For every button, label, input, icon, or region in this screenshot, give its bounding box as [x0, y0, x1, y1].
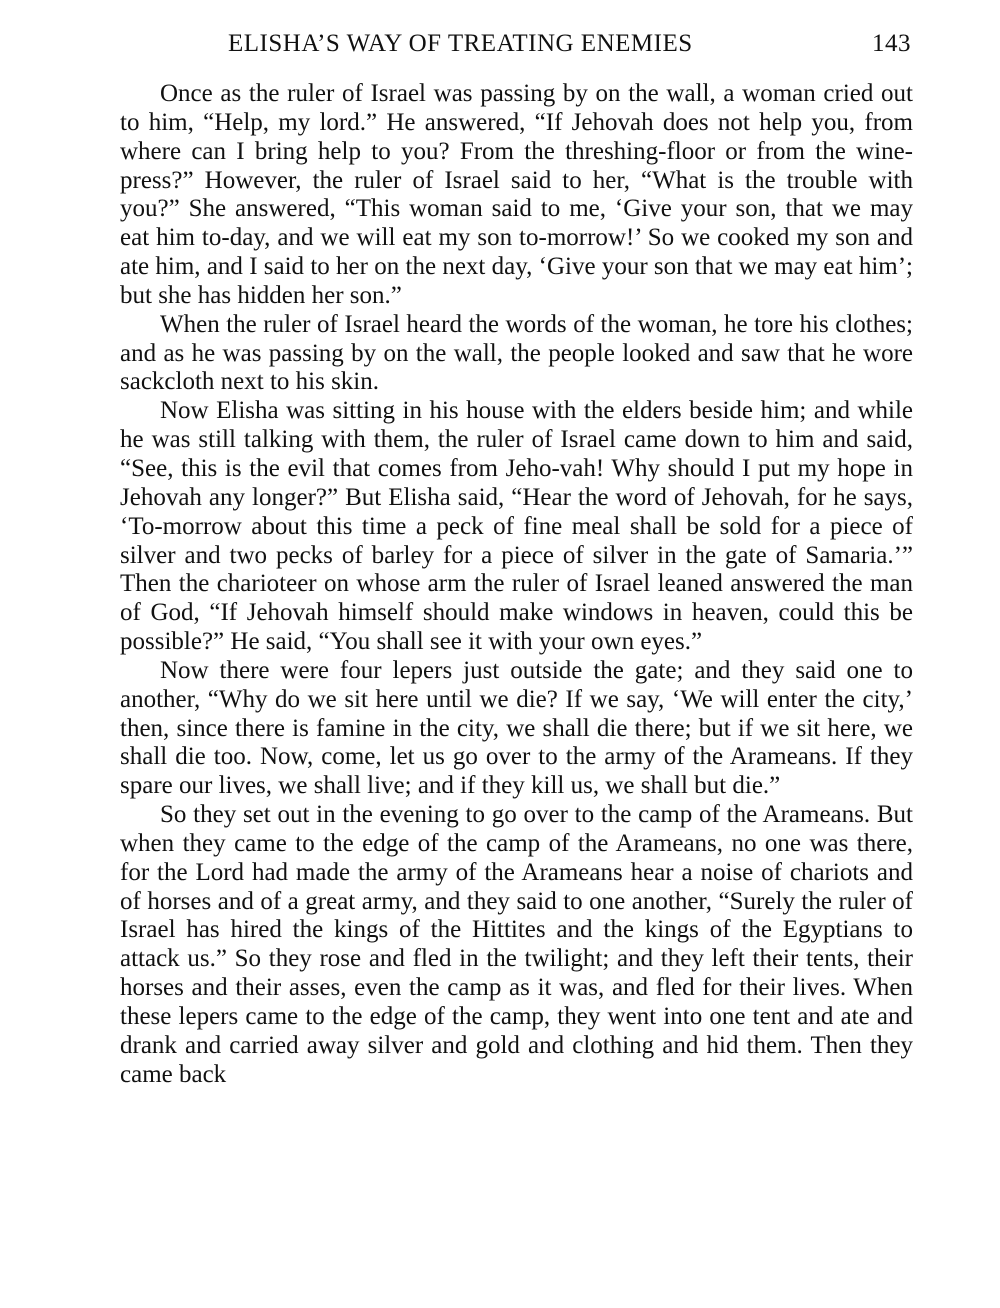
page-number: 143: [872, 30, 911, 57]
running-head: [120, 24, 913, 64]
book-page: [120, 24, 913, 1090]
body-text: [120, 80, 913, 1090]
paragraph-elisha-prophecy: Now Elisha was sitting in his house with the elders beside him; and while he was still talking with them, the ruler of Israel came down to him and said, “See, this is the evil that comes from Jeho-vah! Why should I put my hope in Jehovah any longer?” But Elisha said, “Hear the word of Jehovah, for he says, ‘To-morrow about this time a peck of fine meal shall be sold for a piece of silver and two pecks of barley for a piece of silver in the gate of Samaria.’” Then the charioteer on whose arm the ruler of Israel leaned answered the man of God, “If Jehovah himself should make windows in heaven, could this be possible?” He said, “You shall see it with your own eyes.”: [120, 397, 913, 656]
paragraph-ruler-tore-clothes: When the ruler of Israel heard the words of the woman, he tore his clothes; and as he was passing by on the wall, the people looked and saw that he wore sackcloth next to his skin.: [120, 310, 913, 396]
running-title: ELISHA’S WAY OF TREATING ENEMIES: [228, 30, 693, 57]
paragraph-aramean-camp: So they set out in the evening to go over to the camp of the Arameans. But when they came to the edge of the camp of the Arameans, no one was there, for the Lord had made the army of the Arameans hear a noise of chariots and of horses and of a great army, and they said to one another, “Surely the ruler of Israel has hired the kings of the Hittites and the kings of the Egyptians to attack us.” So they rose and fled in the twilight; and they left their tents, their horses and their asses, even the camp as it was, and fled for their lives. When these lepers came to the edge of the camp, they went into one tent and ate and drank and carried away silver and gold and clothing and hid them. Then they came back: [120, 801, 913, 1088]
paragraph-ruler-and-woman: Once as the ruler of Israel was passing by on the wall, a woman cried out to him, “Help, my lord.” He answered, “If Jehovah does not help you, from where can I bring help to you? From the threshing-floor or from the wine-press?” However, the ruler of Israel said to her, “What is the trouble with you?” She answered, “This woman said to me, ‘Give your son, that we may eat him to-day, and we will eat my son to-morrow!’ So we cooked my son and ate him, and I said to her on the next day, ‘Give your son that we may eat him’; but she has hidden her son.”: [120, 80, 913, 309]
paragraph-four-lepers: Now there were four lepers just outside the gate; and they said one to another, “Why do we sit here until we die? If we say, ‘We will enter the city,’ then, since there is famine in the city, we shall die there; but if we sit here, we shall die too. Now, come, let us go over to the army of the Arameans. If they spare our lives, we shall live; and if they kill us, we shall but die.”: [120, 656, 913, 800]
